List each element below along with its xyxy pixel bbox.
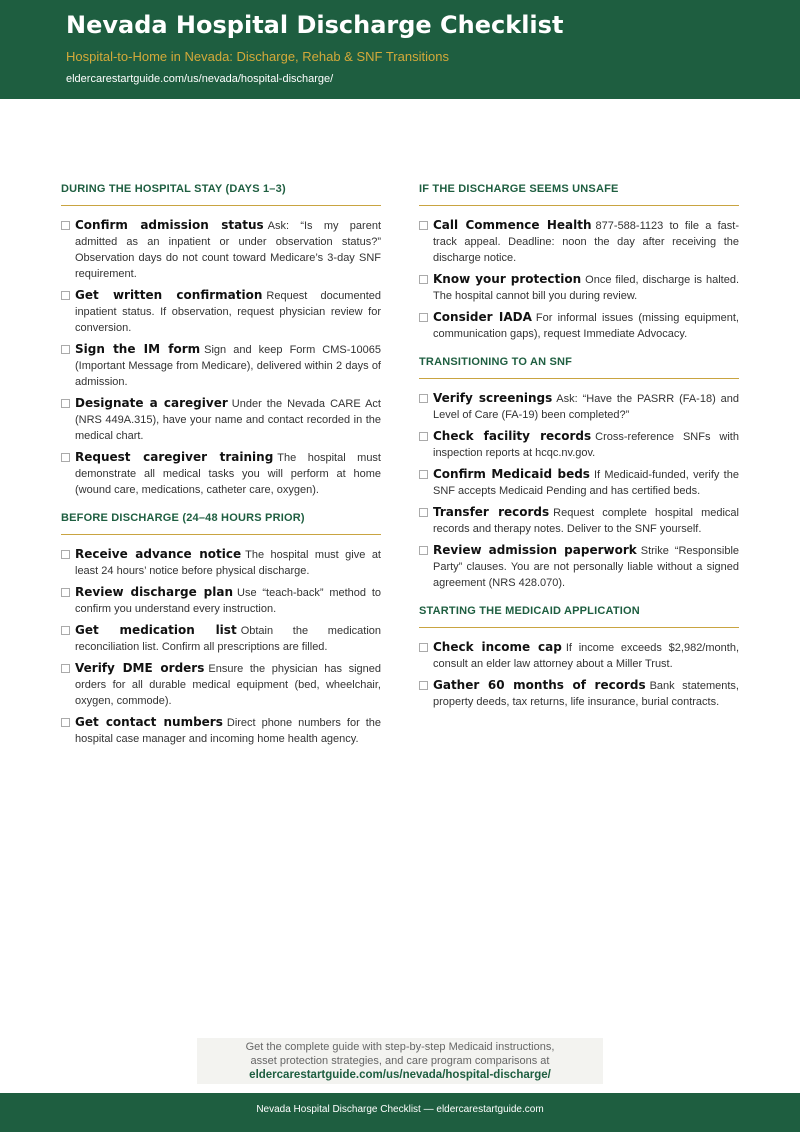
page-title: Nevada Hospital Discharge Checklist [66, 11, 564, 39]
checklist-section [61, 511, 381, 756]
item-description: Ask: “Have the PASRR (FA-18) and Level of Care (FA-19) been completed?” [433, 393, 740, 421]
item-text [75, 546, 381, 579]
item-description: 877-588-1123 to file a fast-track appeal. Deadline: noon the day after receiving the discharge notice. [433, 220, 739, 264]
page-footer [0, 1093, 800, 1132]
section-spacer [419, 715, 739, 719]
item-lead: Request caregiver training [75, 450, 274, 464]
checklist-item-request-caregiver-training [61, 449, 381, 498]
checklist-item-check-facility-records [419, 428, 739, 461]
item-text [75, 660, 381, 709]
promo-link[interactable]: eldercarestartguide.com/us/nevada/hospital-discharge/ [249, 1069, 551, 1081]
item-text [433, 504, 739, 537]
item-text [75, 584, 381, 617]
promo-box [197, 1038, 603, 1084]
checklist-item-confirm-medicaid-beds [419, 466, 739, 499]
page-subtitle: Hospital-to-Home in Nevada: Discharge, Rehab & SNF Transitions [66, 49, 449, 64]
checkbox[interactable] [419, 221, 428, 230]
item-text [75, 622, 381, 655]
section-spacer [61, 503, 381, 507]
item-lead: Confirm admission status [75, 218, 264, 232]
item-lead: Sign the IM form [75, 342, 201, 356]
checklist-item-check-income-cap [419, 639, 739, 672]
checkbox[interactable] [61, 221, 70, 230]
item-text [75, 287, 381, 336]
item-description: Obtain the medication reconciliation list. Confirm all prescriptions are filled. [75, 625, 381, 653]
item-lead: Confirm Medicaid beds [433, 467, 590, 481]
item-description: Use “teach-back” method to confirm you understand every instruction. [75, 587, 381, 615]
checklist-item-sign-the-im-form [61, 341, 381, 390]
checklist-section [419, 355, 739, 600]
checklist-section [419, 604, 739, 719]
checkbox[interactable] [61, 550, 70, 559]
checkbox[interactable] [61, 664, 70, 673]
item-text [433, 428, 739, 461]
item-lead: Get contact numbers [75, 715, 223, 729]
checklist-item-get-medication-list [61, 622, 381, 655]
item-description: Cross-reference SNFs with inspection reports at hcqc.nv.gov. [433, 431, 739, 459]
section-spacer [61, 752, 381, 756]
left-column [61, 182, 381, 756]
item-description: The hospital must give at least 24 hours’ notice before physical discharge. [75, 549, 381, 577]
item-lead: Get written confirmation [75, 288, 263, 302]
header-url: eldercarestartguide.com/us/nevada/hospital-discharge/ [66, 73, 334, 85]
checkbox[interactable] [419, 643, 428, 652]
item-text [75, 217, 381, 282]
item-text [433, 466, 739, 499]
checkbox[interactable] [419, 275, 428, 284]
checkbox[interactable] [61, 345, 70, 354]
promo-line-2: asset protection strategies, and care program comparisons at [250, 1055, 550, 1067]
checklist-section [419, 182, 739, 351]
item-description: If income exceeds $2,982/month, consult an elder law attorney about a Miller Trust. [433, 642, 739, 670]
checklist-item-call-commence-health [419, 217, 739, 266]
checklist-item-consider-iada [419, 309, 739, 342]
item-description: Bank statements, property deeds, tax returns, life insurance, burial contracts. [433, 680, 739, 708]
item-description: Ask: “Is my parent admitted as an inpatient or under observation status?” Observation days do not count toward Medicare’s 3-day SNF requirement. [75, 220, 381, 280]
item-text [433, 677, 739, 710]
item-lead: Verify DME orders [75, 661, 205, 675]
checklist-item-get-written-confirmation [61, 287, 381, 336]
checkbox[interactable] [419, 681, 428, 690]
checkbox[interactable] [419, 394, 428, 403]
item-lead: Get medication list [75, 623, 237, 637]
section-title: TRANSITIONING TO AN SNF [419, 355, 739, 379]
checklist-item-verify-screenings [419, 390, 739, 423]
item-text [75, 449, 381, 498]
item-description: Once filed, discharge is halted. The hospital cannot bill you during review. [433, 274, 740, 302]
checklist-item-verify-dme-orders [61, 660, 381, 709]
section-title: BEFORE DISCHARGE (24–48 HOURS PRIOR) [61, 511, 381, 535]
item-lead: Designate a caregiver [75, 396, 228, 410]
item-lead: Check income cap [433, 640, 562, 654]
item-lead: Verify screenings [433, 391, 553, 405]
section-spacer [419, 347, 739, 351]
checkbox[interactable] [61, 291, 70, 300]
item-description: For informal issues (missing equipment, communication gaps), request Immediate Advocacy. [433, 312, 739, 340]
section-title: DURING THE HOSPITAL STAY (DAYS 1–3) [61, 182, 381, 206]
right-column [419, 182, 739, 756]
item-description: Request complete hospital medical records and therapy notes. Deliver to the SNF yourself. [433, 507, 739, 535]
checkbox[interactable] [419, 508, 428, 517]
item-description: Ensure the physician has signed orders for all durable medical equipment (bed, wheelchair, oxygen, commode). [75, 663, 381, 707]
checklist-item-receive-advance-notice [61, 546, 381, 579]
item-text [75, 341, 381, 390]
item-description: Strike “Responsible Party” clauses. You are not personally liable without a signed agreement (NRS 428.070). [433, 545, 739, 589]
item-description: Request documented inpatient status. If observation, request physician review for conversion. [75, 290, 381, 334]
item-text [433, 542, 739, 591]
item-description: Direct phone numbers for the hospital case manager and incoming home health agency. [75, 717, 381, 745]
checklist-item-review-discharge-plan [61, 584, 381, 617]
item-text [75, 714, 381, 747]
checkbox[interactable] [61, 718, 70, 727]
checklist-item-get-contact-numbers [61, 714, 381, 747]
checkbox[interactable] [419, 432, 428, 441]
item-lead: Know your protection [433, 272, 582, 286]
section-spacer [419, 596, 739, 600]
checklist-item-know-your-protection [419, 271, 739, 304]
item-lead: Transfer records [433, 505, 550, 519]
item-text [433, 271, 739, 304]
section-title: STARTING THE MEDICAID APPLICATION [419, 604, 739, 628]
item-lead: Call Commence Health [433, 218, 592, 232]
checkbox[interactable] [419, 546, 428, 555]
item-lead: Gather 60 months of records [433, 678, 646, 692]
item-lead: Review admission paperwork [433, 543, 637, 557]
item-lead: Consider IADA [433, 310, 532, 324]
checklist-item-confirm-admission-status [61, 217, 381, 282]
section-title: IF THE DISCHARGE SEEMS UNSAFE [419, 182, 739, 206]
footer-text: Nevada Hospital Discharge Checklist — eldercarestartguide.com [256, 1104, 544, 1115]
checkbox[interactable] [61, 453, 70, 462]
page-header [0, 0, 800, 99]
promo-line-1: Get the complete guide with step-by-step Medicaid instructions, [245, 1041, 555, 1053]
item-description: Under the Nevada CARE Act (NRS 449A.315), have your name and contact recorded in the medical chart. [75, 398, 381, 442]
checklist-item-transfer-records [419, 504, 739, 537]
checklist-item-designate-a-caregiver [61, 395, 381, 444]
item-text [75, 395, 381, 444]
checklist-section [61, 182, 381, 507]
checkbox[interactable] [61, 588, 70, 597]
checkbox[interactable] [61, 399, 70, 408]
checkbox[interactable] [61, 626, 70, 635]
item-text [433, 639, 739, 672]
item-text [433, 390, 739, 423]
checklist-columns [61, 182, 739, 756]
checklist-item-review-admission-paperwork [419, 542, 739, 591]
checkbox[interactable] [419, 470, 428, 479]
item-lead: Receive advance notice [75, 547, 242, 561]
checklist-item-gather-60-months-of-records [419, 677, 739, 710]
item-description: The hospital must demonstrate all medical tasks you will perform at home (wound care, medications, catheter care, oxygen). [75, 452, 381, 496]
checkbox[interactable] [419, 313, 428, 322]
item-lead: Check facility records [433, 429, 592, 443]
item-text [433, 217, 739, 266]
item-text [433, 309, 739, 342]
item-description: If Medicaid-funded, verify the SNF accepts Medicaid Pending and has certified beds. [433, 469, 739, 497]
item-lead: Review discharge plan [75, 585, 233, 599]
item-description: Sign and keep Form CMS-10065 (Important Message from Medicare), delivered within 2 days of admission. [75, 344, 381, 388]
